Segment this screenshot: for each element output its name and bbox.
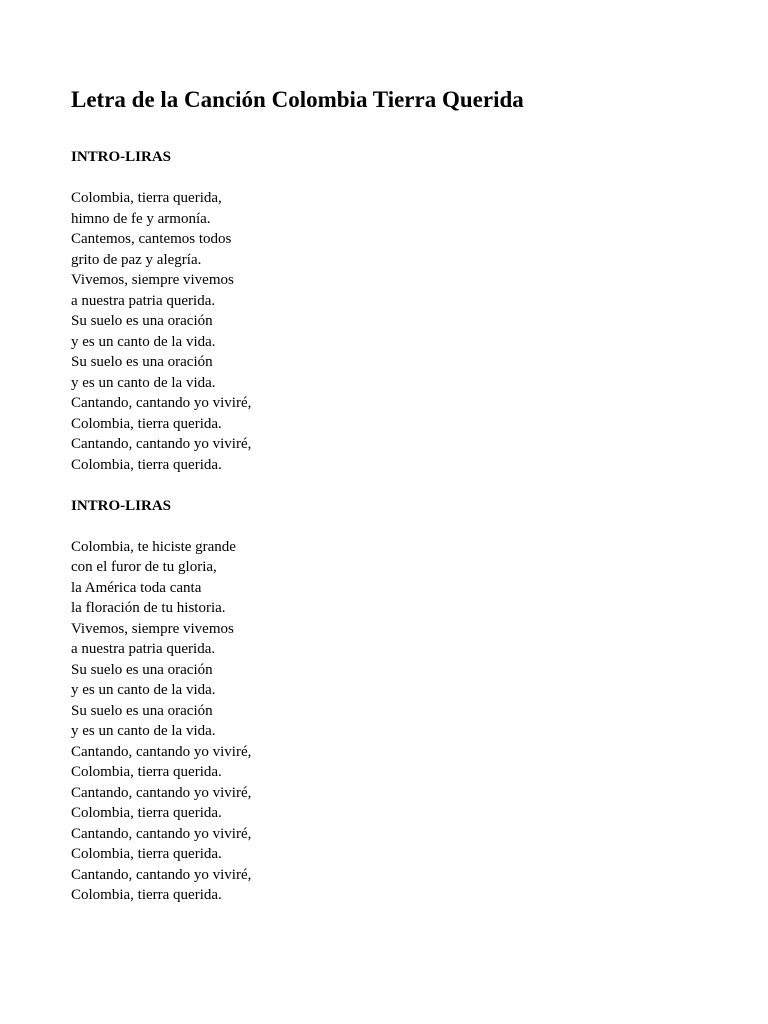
lyric-line: Vivemos, siempre vivemos <box>71 272 234 288</box>
stanza <box>71 537 768 906</box>
lyric-line: Colombia, te hiciste grande <box>71 538 236 555</box>
lyric-line: himno de fe y armonía. <box>71 210 211 227</box>
lyric-line: Cantemos, cantemos todos <box>71 231 232 247</box>
lyric-line: Su suelo es una oración <box>71 661 213 678</box>
lyric-line: Vivemos, siempre vivemos <box>71 620 234 637</box>
section-heading: INTRO-LIRAS <box>71 149 172 165</box>
lyric-line: grito de paz y alegría. <box>71 251 202 268</box>
lyric-line: y es un canto de la vida. <box>71 333 216 350</box>
lyric-line: Cantando, cantando yo viviré, <box>71 436 252 452</box>
lyric-line: Colombia, tierra querida. <box>71 415 222 432</box>
lyric-line: y es un canto de la vida. <box>71 723 216 739</box>
stanza <box>71 188 768 475</box>
lyric-line: Cantando, cantando yo viviré, <box>71 784 252 801</box>
section-heading: INTRO-LIRAS <box>71 497 172 514</box>
lyric-line: y es un canto de la vida. <box>71 682 216 698</box>
lyric-line: con el furor de tu gloria, <box>71 559 217 575</box>
lyric-line: y es un canto de la vida. <box>71 374 216 391</box>
lyric-line: Su suelo es una oración <box>71 313 213 329</box>
lyrics-body <box>71 147 768 906</box>
lyric-line: Colombia, tierra querida. <box>71 764 222 780</box>
lyric-line: Su suelo es una oración <box>71 354 213 370</box>
lyric-line: Colombia, tierra querida, <box>71 190 222 206</box>
lyric-line: Colombia, tierra querida. <box>71 456 222 473</box>
document-title: Letra de la Canción Colombia Tierra Querida <box>71 87 524 112</box>
lyric-line: Colombia, tierra querida. <box>71 805 222 821</box>
lyric-line: Cantando, cantando yo viviré, <box>71 743 252 760</box>
lyric-line: Colombia, tierra querida. <box>71 887 222 903</box>
lyric-line: a nuestra patria querida. <box>71 641 216 657</box>
lyric-line: Cantando, cantando yo viviré, <box>71 395 252 411</box>
lyric-line: la floración de tu historia. <box>71 600 226 616</box>
lyric-line: Cantando, cantando yo viviré, <box>71 825 252 842</box>
lyric-line: Cantando, cantando yo viviré, <box>71 866 252 883</box>
lyric-line: Su suelo es una oración <box>71 702 213 719</box>
lyric-line: la América toda canta <box>71 579 202 596</box>
lyric-line: a nuestra patria querida. <box>71 292 216 309</box>
lyric-line: Colombia, tierra querida. <box>71 846 222 862</box>
